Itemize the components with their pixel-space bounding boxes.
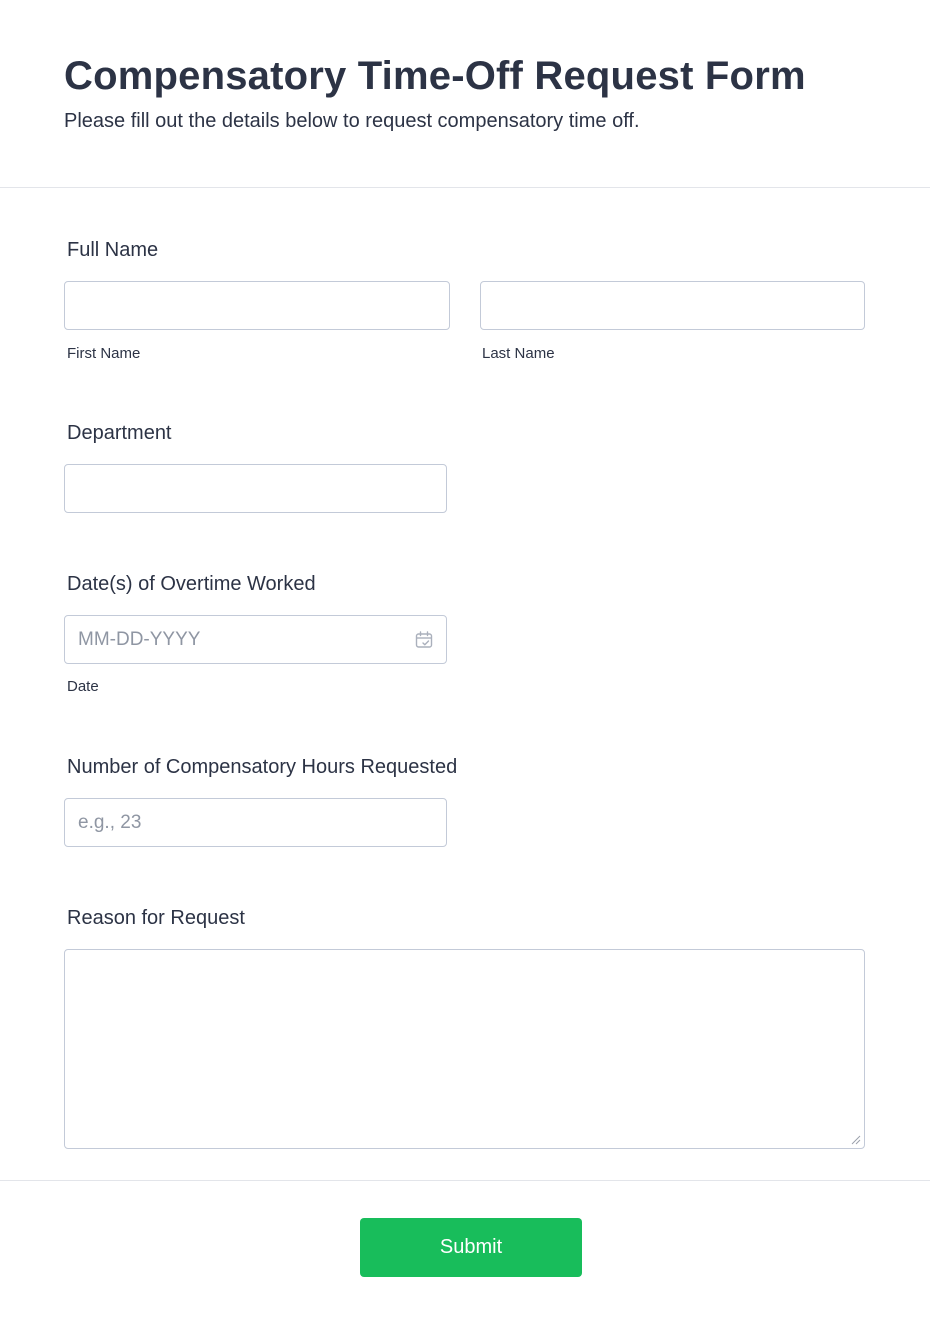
date-sublabel: Date — [67, 678, 99, 695]
reason-textarea[interactable] — [64, 949, 865, 1149]
page-title: Compensatory Time-Off Request Form — [64, 54, 806, 98]
resize-handle-icon[interactable] — [849, 1133, 861, 1145]
overtime-date-label: Date(s) of Overtime Worked — [67, 573, 316, 595]
department-input[interactable] — [64, 464, 447, 513]
reason-label: Reason for Request — [67, 907, 245, 929]
first-name-input[interactable] — [64, 281, 450, 330]
footer-divider — [0, 1180, 930, 1181]
submit-button[interactable]: Submit — [360, 1218, 582, 1277]
full-name-label: Full Name — [67, 239, 159, 261]
overtime-date-input[interactable] — [64, 615, 447, 664]
hours-label: Number of Compensatory Hours Requested — [67, 756, 458, 778]
hours-input[interactable] — [64, 798, 447, 847]
form-header — [0, 0, 930, 188]
last-name-sublabel: Last Name — [482, 345, 555, 362]
department-label: Department — [67, 422, 172, 444]
page-subtitle: Please fill out the details below to request compensatory time off. — [64, 110, 640, 132]
first-name-sublabel: First Name — [67, 345, 141, 362]
calendar-icon[interactable] — [414, 630, 434, 650]
last-name-input[interactable] — [480, 281, 865, 330]
